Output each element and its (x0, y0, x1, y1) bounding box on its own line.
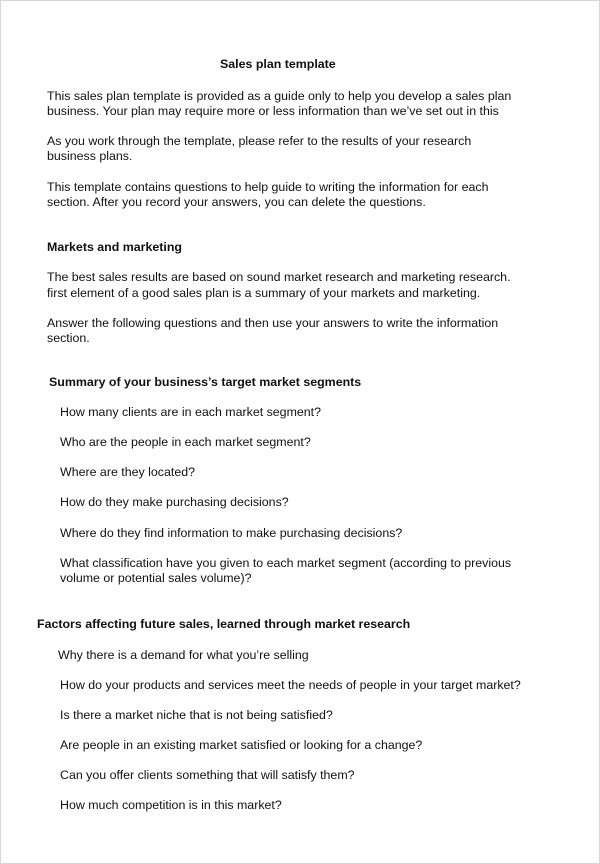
segments-question-6-line-1: What classification have you given to each market segment (according to previous (60, 556, 512, 570)
factors-question-1: Why there is a demand for what you’re selling (58, 648, 309, 662)
factors-question-4: Are people in an existing market satisfied or looking for a change? (60, 738, 423, 752)
intro-paragraph-3-line-1: This template contains questions to help guide to writing the information for each (47, 180, 489, 194)
markets-heading: Markets and marketing (47, 240, 182, 254)
markets-paragraph-1-line-2: first element of a good sales plan is a summary of your markets and marketing. (47, 286, 481, 300)
intro-paragraph-2-line-1: As you work through the template, please refer to the results of your research (47, 134, 472, 148)
markets-paragraph-2-line-2: section. (47, 331, 90, 345)
segments-question-6-line-2: volume or potential sales volume)? (60, 571, 252, 585)
factors-question-6: How much competition is in this market? (60, 798, 282, 812)
markets-paragraph-1-line-1: The best sales results are based on sound market research and marketing research. (47, 270, 511, 284)
segments-question-5: Where do they find information to make purchasing decisions? (60, 526, 403, 540)
segments-heading: Summary of your business’s target market segments (49, 375, 362, 389)
intro-paragraph-2-line-2: business plans. (47, 149, 133, 163)
segments-question-4: How do they make purchasing decisions? (60, 495, 289, 509)
intro-paragraph-1-line-1: This sales plan template is provided as a guide only to help you develop a sales plan (47, 89, 512, 103)
intro-paragraph-3-line-2: section. After you record your answers, you can delete the questions. (47, 195, 426, 209)
markets-paragraph-2-line-1: Answer the following questions and then use your answers to write the information (47, 316, 499, 330)
segments-question-3: Where are they located? (60, 465, 195, 479)
factors-question-5: Can you offer clients something that will satisfy them? (60, 768, 355, 782)
intro-paragraph-1-line-2: business. Your plan may require more or less information than we’ve set out in this (47, 104, 499, 118)
factors-question-3: Is there a market niche that is not being satisfied? (60, 708, 333, 722)
segments-question-2: Who are the people in each market segment? (60, 435, 311, 449)
factors-heading: Factors affecting future sales, learned through market research (37, 617, 411, 631)
segments-question-1: How many clients are in each market segment? (60, 405, 322, 419)
page-title: Sales plan template (220, 57, 336, 71)
factors-question-2: How do your products and services meet the needs of people in your target market? (60, 678, 521, 692)
